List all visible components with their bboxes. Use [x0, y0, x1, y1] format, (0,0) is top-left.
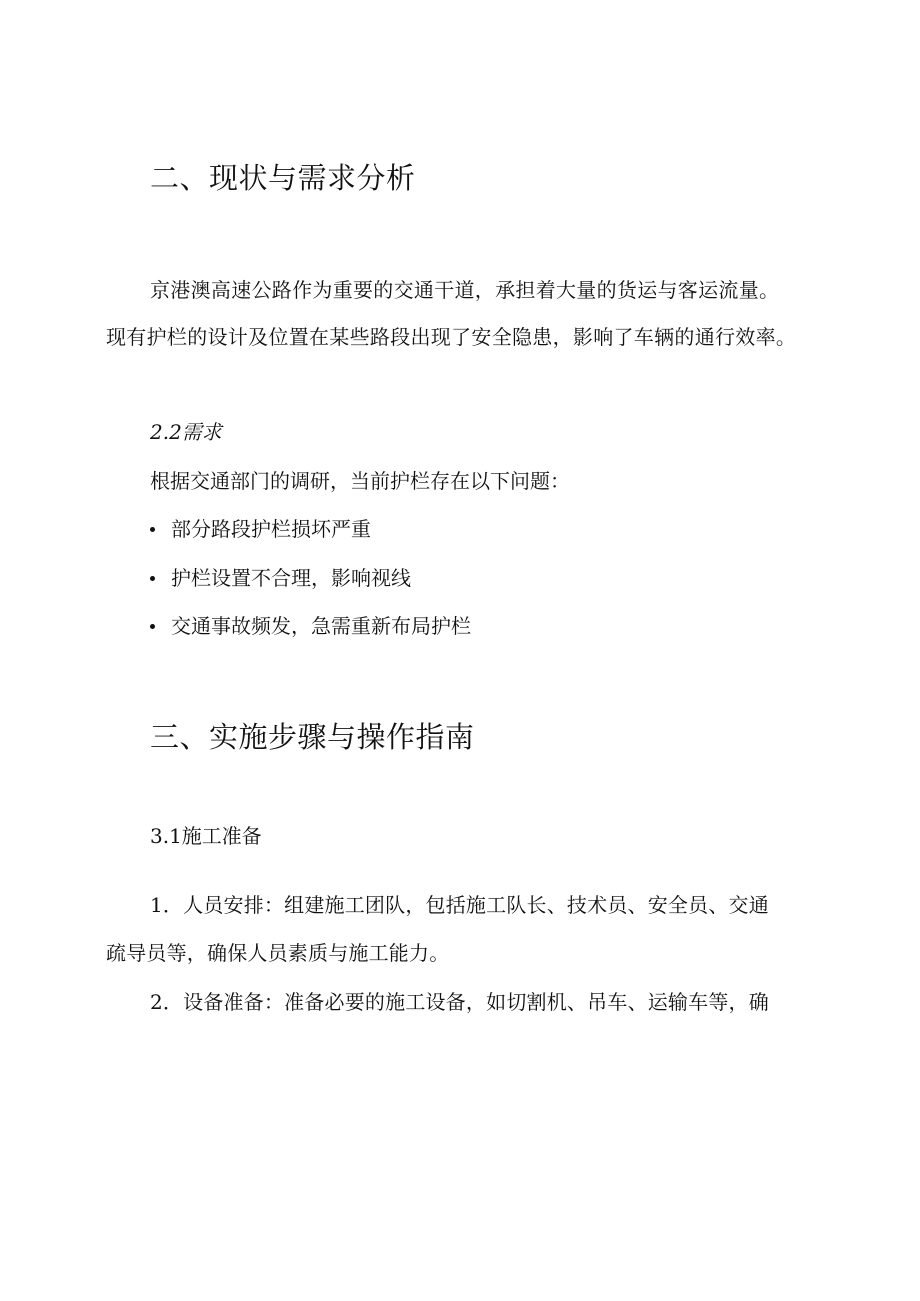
bullet-icon: [150, 624, 155, 629]
bullet-item: [150, 517, 371, 541]
bullet-text: 交通事故频发，急需重新布局护栏: [171, 614, 471, 638]
bullet-item: [150, 614, 471, 638]
list-item-line: 1．人员安排：组建施工团队，包括施工队长、技术员、安全员、交通: [150, 893, 769, 917]
list-item-line: 2．设备准备：准备必要的施工设备，如切割机、吊车、运输车等，确: [150, 990, 769, 1014]
bullet-item: [150, 566, 411, 590]
subheading-requirements: 2.2需求: [150, 420, 222, 444]
subheading-construction-prep: 3.1施工准备: [150, 824, 262, 848]
bullet-icon: [150, 527, 155, 532]
section-heading-implementation: 三、实施步骤与操作指南: [150, 720, 475, 754]
list-item-line: 疏导员等，确保人员素质与施工能力。: [106, 941, 450, 965]
paragraph-line: 现有护栏的设计及位置在某些路段出现了安全隐患，影响了车辆的通行效率。: [106, 325, 797, 349]
paragraph-line: 京港澳高速公路作为重要的交通干道，承担着大量的货运与客运流量。: [150, 278, 780, 302]
bullet-text: 部分路段护栏损坏严重: [171, 517, 371, 541]
section-heading-status-analysis: 二、现状与需求分析: [150, 161, 416, 195]
bullet-icon: [150, 576, 155, 581]
bullet-text: 护栏设置不合理，影响视线: [171, 566, 411, 590]
intro-line: 根据交通部门的调研，当前护栏存在以下问题：: [150, 469, 570, 493]
